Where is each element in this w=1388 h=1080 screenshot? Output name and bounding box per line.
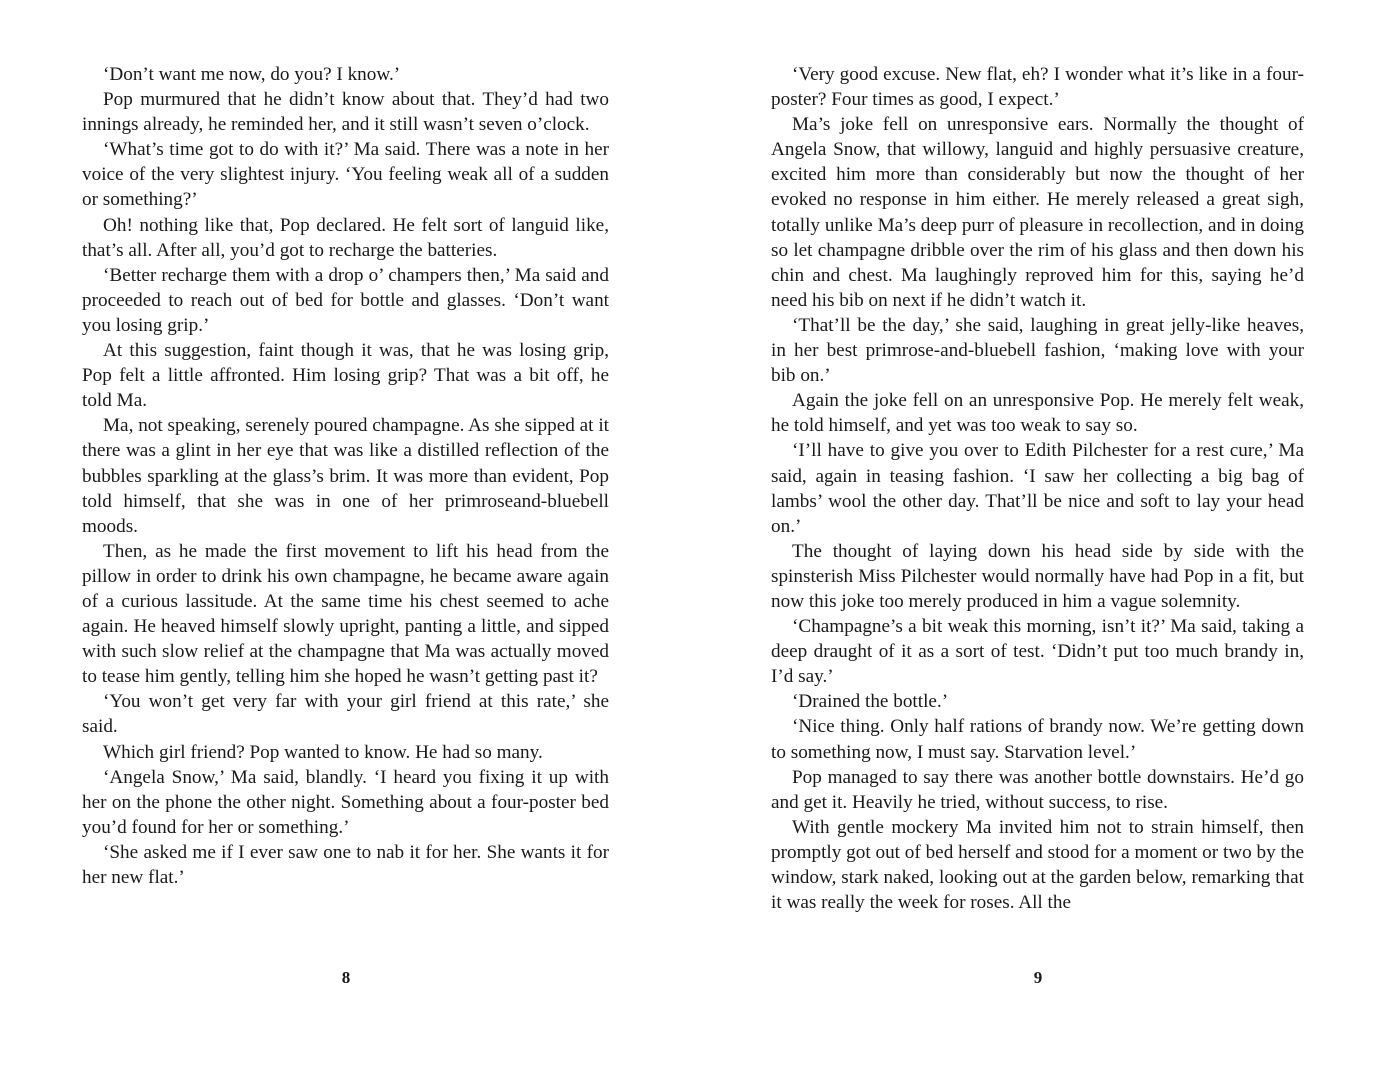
page-number-right: 9 [1033,968,1043,987]
paragraph: ‘Very good excuse. New flat, eh? I wonder what it’s like in a four-poster? Four times as good, I expect.’ [771,64,1304,111]
right-page-body [771,62,1304,915]
paragraph: ‘Champagne’s a bit weak this morning, isn’t it?’ Ma said, taking a deep draught of it as a sort of test. ‘Didn’t put too much brandy in, I’d say.’ [771,616,1304,688]
paragraph: ‘She asked me if I ever saw one to nab it for her. She wants it for her new flat.’ [82,841,609,888]
paragraph: With gentle mockery Ma invited him not to strain himself, then promptly got out of bed herself and stood for a moment or two by the window, stark naked, looking out at the garden below, remarking that it was really the week for roses. All the [771,816,1304,914]
paragraph: At this suggestion, faint though it was, that he was losing grip, Pop felt a little affronted. Him losing grip? That was a bit off, he told Ma. [82,340,609,412]
paragraph: Then, as he made the first movement to lift his head from the pillow in order to drink his own champagne, he became aware again of a curious lassitude. At the same time his chest seemed to ache again. He heaved himself slowly upright, panting a little, and sipped with such slow relief at the champagne that Ma was actually moved to tease him gently, telling him she hoped he wasn’t getting past it? [82,540,609,688]
paragraph: ‘That’ll be the day,’ she said, laughing in great jelly-like heaves, in her best primrose-and-bluebell fashion, ‘making love with your bib on.’ [771,314,1304,387]
paragraph: Pop managed to say there was another bottle downstairs. He’d go and get it. Heavily he tried, without success, to rise. [771,766,1304,813]
paragraph: The thought of laying down his head side by side with the spinsterish Miss Pilchester would normally have had Pop in a fit, but now this joke too merely produced in him a vague solemnity. [771,540,1304,612]
page-number-left: 8 [341,968,351,987]
paragraph: Again the joke fell on an unresponsive Pop. He merely felt weak, he told himself, and yet was too weak to say so. [771,390,1304,437]
paragraph: ‘You won’t get very far with your girl friend at this rate,’ she said. [82,691,609,738]
paragraph: Pop murmured that he didn’t know about that. They’d had two innings already, he reminded her, and it still wasn’t seven o’clock. [82,89,609,136]
paragraph: Ma’s joke fell on unresponsive ears. Normally the thought of Angela Snow, that willowy, languid and highly persuasive creature, excited him more than considerably but now the thought of her evoked no response in him either. He merely released a great sigh, totally unlike Ma’s deep purr of pleasure in recollection, and in doing so let champagne dribble over the rim of his glass and then down his chin and chest. Ma laughingly reproved him for this, saying he’d need his bib on next if he didn’t watch it. [771,114,1304,311]
paragraph: Oh! nothing like that, Pop declared. He felt sort of languid like, that’s all. After all, you’d got to recharge the batteries. [82,214,609,261]
paragraph: ‘Better recharge them with a drop o’ champers then,’ Ma said and proceeded to reach out of bed for bottle and glasses. ‘Don’t want you losing grip.’ [82,264,609,336]
paragraph: ‘Angela Snow,’ Ma said, blandly. ‘I heard you fixing it up with her on the phone the other night. Something about a four-poster bed you’d found for her or something.’ [82,766,609,838]
left-page-body [82,62,609,890]
paragraph: ‘Drained the bottle.’ [792,691,949,713]
paragraph: Which girl friend? Pop wanted to know. He had so many. [103,741,543,763]
paragraph: Ma, not speaking, serenely poured champagne. As she sipped at it there was a glint in her eye that was like a distilled reflection of the bubbles sparkling at the glass’s brim. It was more than evident, Pop told himself, that she was in one of her primroseand-bluebell moods. [82,415,609,537]
paragraph: ‘What’s time got to do with it?’ Ma said. There was a note in her voice of the very slightest injury. ‘You feeling weak all of a sudden or something?’ [82,139,609,211]
paragraph: ‘I’ll have to give you over to Edith Pilchester for a rest cure,’ Ma said, again in teasing fashion. ‘I saw her collecting a big bag of lambs’ wool the other day. That’ll be nice and soft to lay your head on.’ [771,440,1304,537]
paragraph: ‘Don’t want me now, do you? I know.’ [103,64,401,85]
paragraph: ‘Nice thing. Only half rations of brandy now. We’re getting down to something now, I must say. Starvation level.’ [771,716,1304,763]
